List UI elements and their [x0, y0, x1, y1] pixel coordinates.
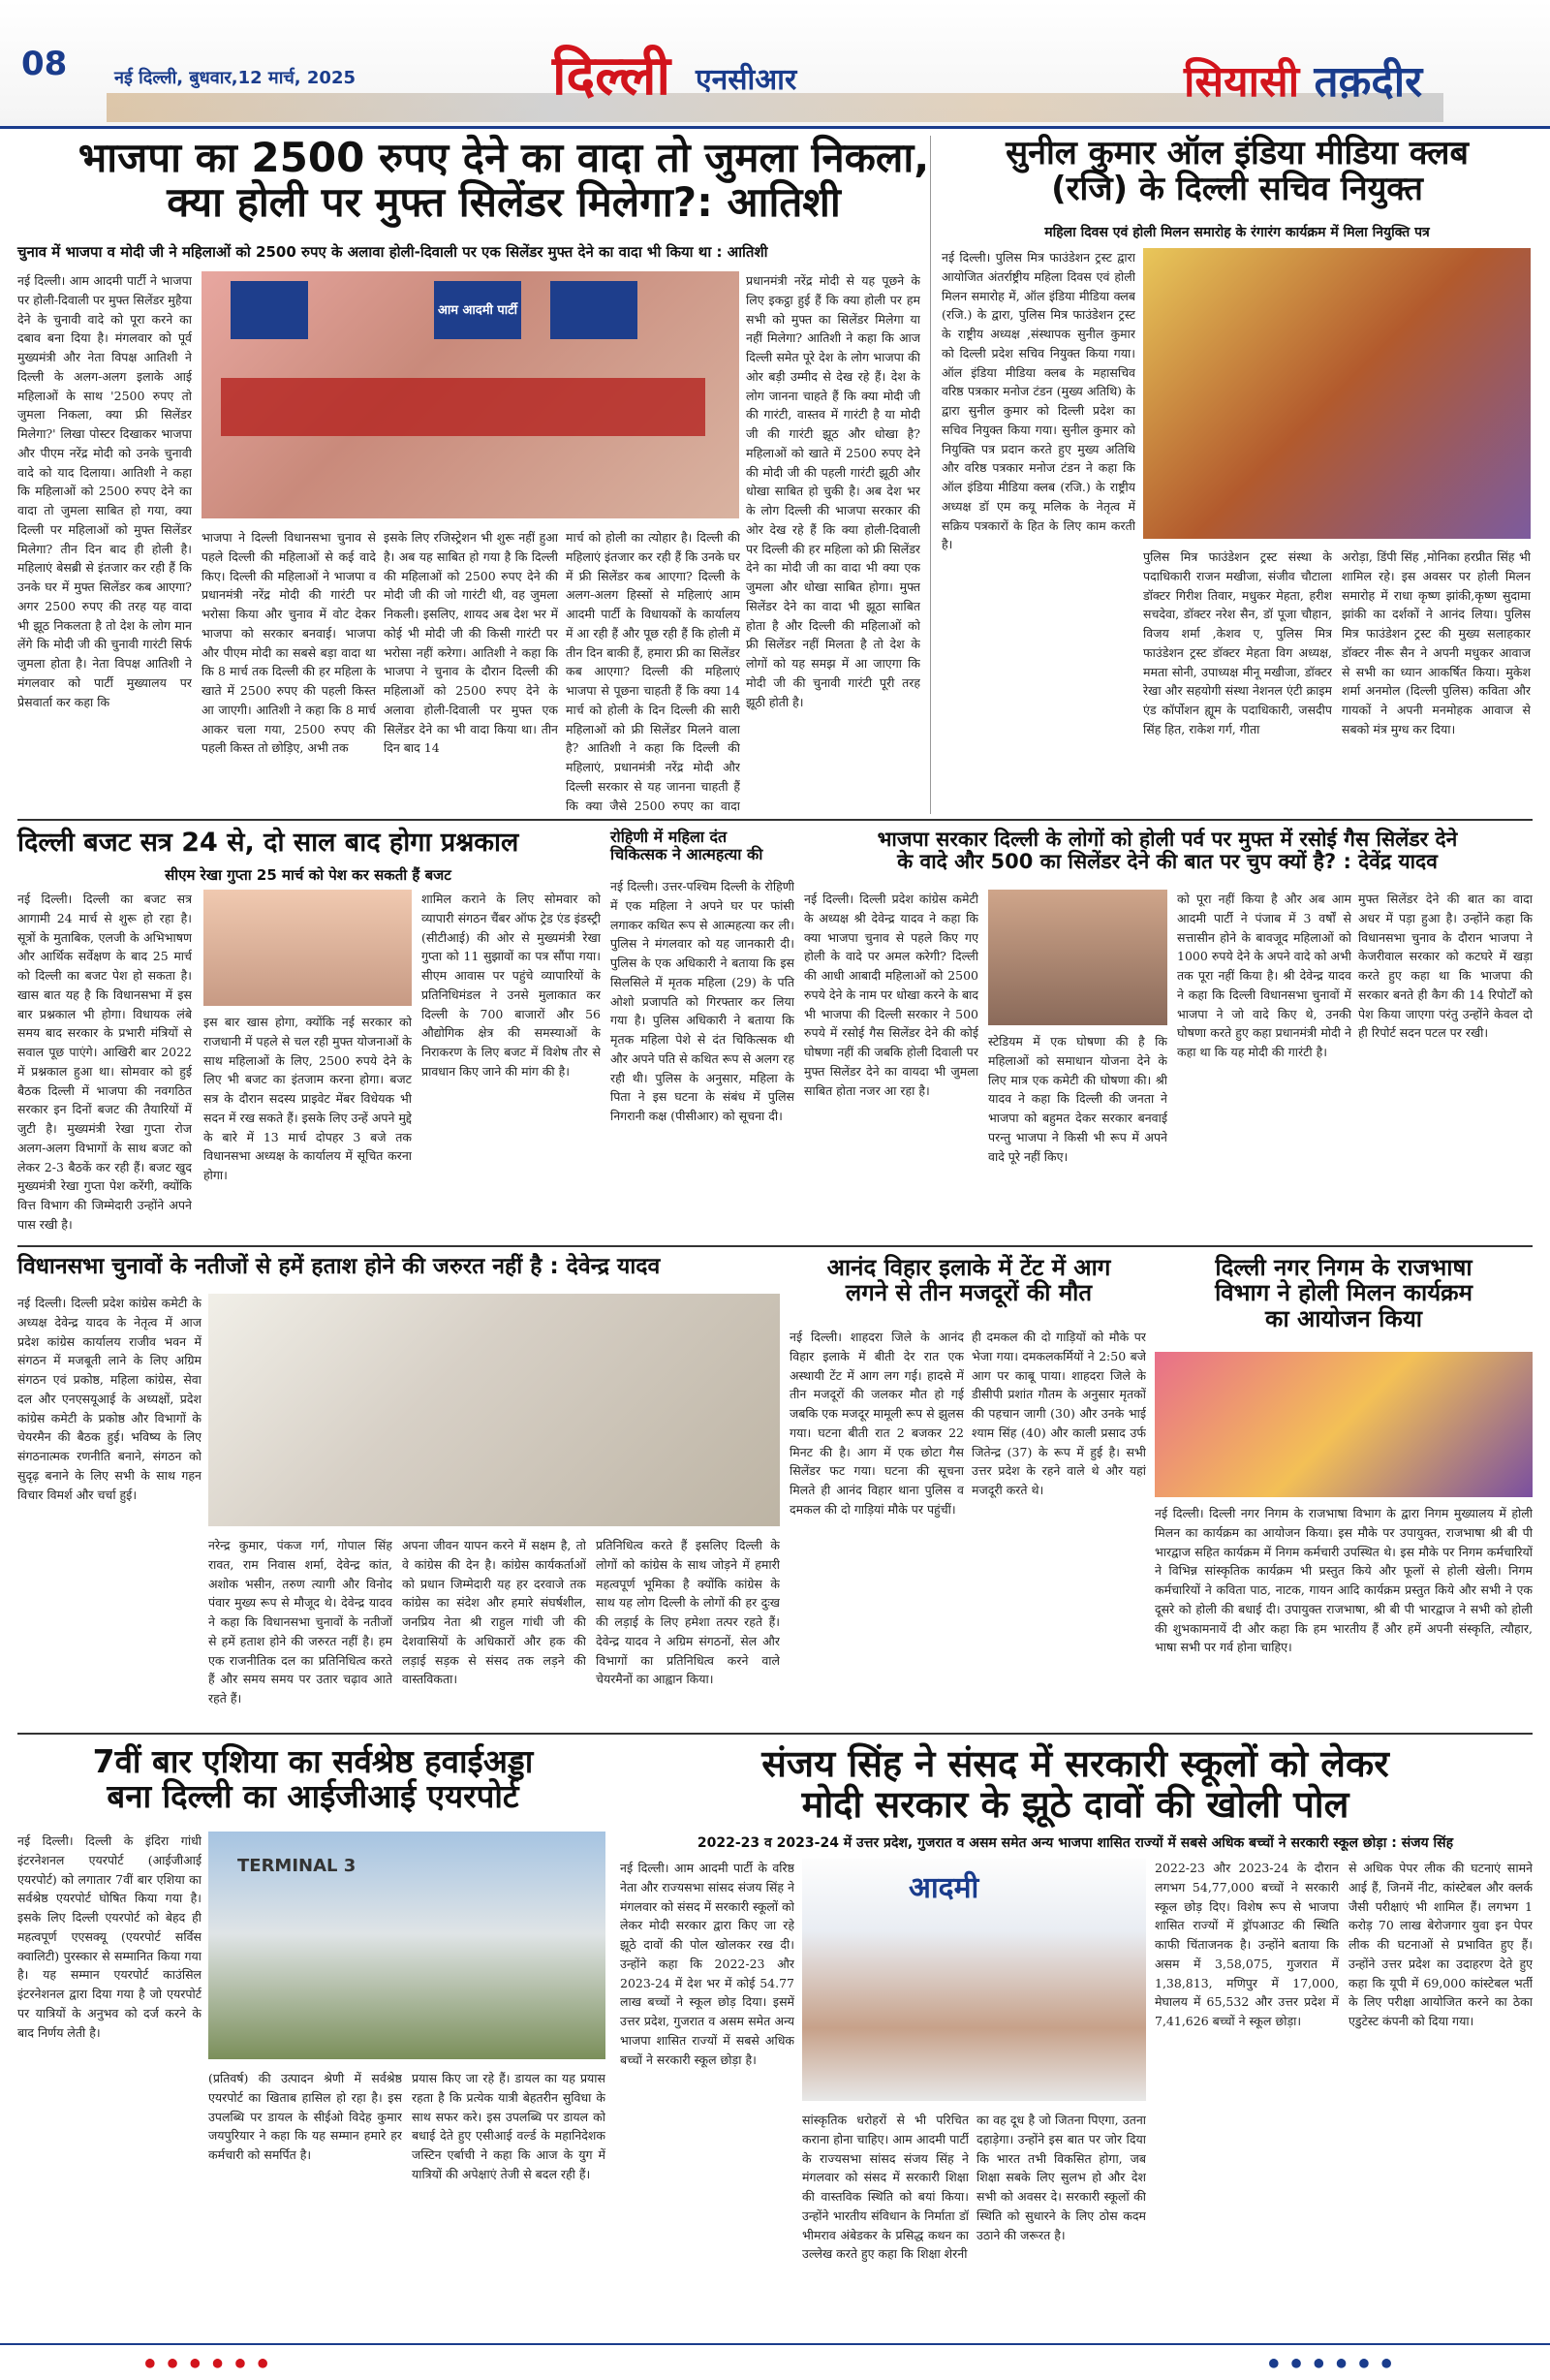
media-club-event-photo: [1143, 248, 1531, 539]
story10-headline-line2: मोदी सरकार के झूठे दावों की खोली पोल: [801, 1782, 1349, 1826]
story8-headline-line3: का आयोजन किया: [1265, 1304, 1422, 1332]
story3-col2: इस बार खास होगा, क्योंकि नई सरकार को राजधानी में पहले से चल रही मुफ्त योजनाओं के साथ महिलाओं के लिए, 2500 रुपये देने के लिए भी बजट का इंतजाम करना होगा। बजट सत्र के दौरान सदस्य प्राइवेट मेंबर विधेयक भी सदन में रख सकते हैं। इसके लिए उन्हें अपने मुद्दे के बारे में 13 मार्च दोपहर 3 बजे तक विधानसभा अध्यक्ष के कार्यालय में सूचित करना होगा।: [203, 1015, 412, 1182]
story6-col3: अपना जीवन यापन करने में सक्षम है, तो वे कांग्रेस की देन है। कांग्रेस कार्यकर्ताओं को प्रधान जिम्मेदारी यह हर दरवाजे तक कांग्रेस का संदेश और हमारे संघर्षशील, जनप्रिय नेता श्री राहुल गांधी जी की देशवासियों के अधिकारों और हक की लड़ाई सड़क से संसद तक लड़ने की वास्तविकता।: [402, 1538, 586, 1687]
aap-banner-1: [231, 281, 308, 339]
story3-subhead: सीएम रेखा गुप्ता 25 मार्च को पेश कर सकती हैं बजट: [165, 866, 451, 884]
story1-col5: प्रधानमंत्री नरेंद्र मोदी से यह पूछने के लिए इकट्ठा हुई हैं कि क्या होली पर हम सभी को मुफ्त का सिलेंडर मिलेगा या नहीं मिलेगा? आतिशी ने कहा कि आज दिल्ली समेत पूरे देश के लोग भाजपा की ओर बड़ी उम्मीद से देख रहे हैं। देश के लोग जानना चाहते हैं कि क्या मोदी जी की गारंटी, वास्तव में गारंटी है या मोदी जी की गारंटी झूठ और धोखा है? महिलाओं को खाते में 2500 रुपए देने की मोदी जी की पहली गारंटी झूठी और धोखा साबित हो चुकी है। अब देश भर के लोग दिल्ली की भाजपा सरकार की ओर देख रहे हैं कि क्या होली-दिवाली पर दिल्ली की हर महिला को फ्री सिलेंडर देने का मोदी जी का वादा भी क्या एक जुमला और धोखा साबित होगा। मुफ्त सिलेंडर देने का वादा भी झूठा साबित होता है और दिल्ली की महिलाओं को फ्री सिलेंडर नहीं मिलता है तो देश के लोगों को यह समझ में आ जाएगा कि मोदी जी की चुनावी गारंटी पूरी तरह झूठी होती है।: [746, 273, 920, 709]
story5-col3: को पूरा नहीं किया है और अब आम आदमी पार्टी ने पंजाब में 3 वर्षों से सत्तासीन होने के बावजूद महिलाओं को 1000 रुपये देने के अपने वादे को अभी तक पूरा नहीं किया है। श्री देवेन्द्र यादव ने कहा कि दिल्ली विधानसभा चुनावों में भाजपा ने जो वादे किए थे, उनकी घोषणा करते हुए कहा प्रधानमंत्री मोदी ने कहा था कि यह मोदी की गारंटी है।: [1177, 892, 1351, 1059]
story10-col5: से अधिक पेपर लीक की घटनाएं सामने आई हैं, जिनमें नीट, कांस्टेबल और क्लर्क जैसी परीक्षाएं भी शामिल हैं। लगभग 1 करोड़ 70 लाख बेरोजगार युवा इन पेपर लीक की घटनाओं से प्रभावित हुए हैं। उन्होंने उत्तर प्रदेश का उदाहरण देते हुए कहा कि यूपी में 69,000 कांस्टेबल भर्ती के लिए परीक्षा आयोजित करने का ठेका एडुटेस्ट कंपनी को दिया गया।: [1348, 1861, 1533, 2028]
section-title-word-1: सियासी: [1184, 57, 1300, 107]
story1-col2: भाजपा ने दिल्ली विधानसभा चुनाव से पहले दिल्ली की महिलाओं से कई वादे किए। दिल्ली की महिलाओं ने भाजपा व प्रधानमंत्री नरेंद्र मोदी की गारंटी पर भरोसा किया और चुनाव में वोट देकर भाजपा को सरकार बनवाई। भाजपा और पीएम मोदी का सबसे बड़ा वादा था कि 8 मार्च तक दिल्ली की हर महिला के खाते में 2500 रुपए की पहली किस्त आ जाएगी। आतिशी ने कहा कि 8 मार्च आकर चला गया, 2500 रुपए की पहली किस्त तो छोड़िए, अभी तक: [202, 530, 376, 756]
story1-headline-line2: क्या होली पर मुफ्त सिलेंडर मिलेगा?: आतिशी: [167, 178, 841, 227]
protest-placards: [221, 378, 705, 436]
sanjay-singh-photo: [802, 1859, 1146, 2101]
section-rule-3: [17, 1733, 1533, 1735]
dateline: नई दिल्ली, बुधवार,12 मार्च, 2025: [114, 68, 356, 88]
story8-headline-line2: विभाग ने होली मिलन कार्यक्रम: [1215, 1279, 1472, 1307]
devendra-yadav-photo: [988, 890, 1167, 1025]
story4-body: नई दिल्ली। उत्तर-पश्चिम दिल्ली के रोहिणी में एक महिला ने अपने घर पर फांसी लगाकर कथित रूप से आत्महत्या कर ली। पुलिस ने मंगलवार को यह जानकारी दी। पुलिस के एक अधिकारी ने बताया कि इस सिलसिले में मृतक महिला (29) के पति ओशो प्रजापति को गिरफ्तार कर लिया गया है। पुलिस अधिकारी ने बताया कि मृतक महिला पेशे से दंत चिकित्सक थी और अपने पति से कथित रूप से अलग रह रही थी। पुलिस के अनुसार, महिला के पिता ने इस घटना के संबंध में पुलिस निगरानी कक्ष (पीसीआर) को सूचना दी।: [610, 879, 794, 1123]
section-rule-2: [17, 1245, 1533, 1247]
story3-col1: नई दिल्ली। दिल्ली का बजट सत्र आगामी 24 मार्च से शुरू हो रहा है। सूत्रों के मुताबिक, एलजी के अभिभाषण और आर्थिक सर्वेक्षण के बाद 25 मार्च को दिल्ली का बजट पेश हो सकता है। खास बात यह है कि विधानसभा में इस बार प्रश्नकाल भी होगा। विधायक लंबे समय बाद सरकार के प्रभारी मंत्रियों से सवाल पूछ पाएंगे। आखिरी बार 2022 में प्रश्नकाल हुआ था। सोमवार को हुई बैठक दिल्ली में भाजपा की नवगठित सरकार इन दिनों बजट की तैयारियों में जुटी है। मुख्यमंत्री रेखा गुप्ता रोज अलग-अलग विभागों के साथ बजट को लेकर 2-3 बैठकें कर रही हैं। बजट खुद मुख्यमंत्री रेखा गुप्ता पेश करेंगी, क्योंकि वित्त विभाग की जिम्मेदारी उन्होंने अपने पास रखी है।: [17, 892, 192, 1232]
section-title: [1184, 50, 1422, 109]
airport-terminal-sign: TERMINAL 3: [237, 1856, 356, 1876]
story5-col2: स्टेडियम में एक घोषणा की है कि महिलाओं को समाधान योजना देने के लिए मात्र एक कमेटी की घोषणा की। श्री यादव ने कहा कि दिल्ली की जनता ने भाजपा को बहुमत देकर सरकार बनवाई परन्तु भाजपा ने किसी भी रूप में अपने वादे पूरे नहीं किए।: [988, 1034, 1167, 1164]
story8-headline-line1: दिल्ली नगर निगम के राजभाषा: [1215, 1254, 1472, 1281]
story5-col1: नई दिल्ली। दिल्ली प्रदेश कांग्रेस कमेटी के अध्यक्ष श्री देवेन्द्र यादव ने कहा कि क्या भाजपा चुनाव से पहले किए गए होली के वादे पर अमल करेगी? दिल्ली की आधी आबादी महिलाओं को 2500 रुपये देने के नाम पर धोखा करने के बाद भी भाजपा की दिल्ली सरकार ने 500 रुपये में रसोई गैस सिलेंडर देने की कोई घोषणा नहीं की जबकि होली दिवाली पर मुफ्त सिलेंडर देने का वायदा भी जुमला साबित होता नजर आ रहा है।: [804, 892, 978, 1098]
story3-headline: दिल्ली बजट सत्र 24 से, दो साल बाद होगा प्रश्नकाल: [17, 828, 519, 858]
section-rule: [17, 819, 1533, 821]
section-title-word-2: तक़दीर: [1314, 57, 1423, 107]
story9-headline-line2: बना दिल्ली का आईजीआई एयरपोर्ट: [107, 1777, 519, 1816]
story9-col2: (प्रतिवर्ष) की उत्पादन श्रेणी में सर्वश्रेष्ठ एयरपोर्ट का खिताब हासिल हो रहा है। इस उपलब्धि पर डायल के सीईओ विदेह कुमार जयपुरियार ने कहा कि यह सम्मान हमारे हर कर्मचारी को समर्पित है।: [208, 2071, 402, 2162]
story10-headline: [620, 1744, 1531, 1826]
story10-col2: सांस्कृतिक धरोहरों से भी परिचित कराना होना चाहिए। आम आदमी पार्टी के राज्यसभा सांसद संजय सिंह ने मंगलवार को संसद में सरकारी शिक्षा की वास्तविक स्थिति को बयां किया। उन्होंने भारतीय संविधान के निर्माता डॉ भीमराव अंबेडकर के प्रसिद्ध कथन का उल्लेख करते हुए कहा कि शिक्षा शेरनी: [802, 2113, 969, 2262]
story1-headline: [58, 136, 949, 225]
aap-banner-text: आम आदमी पार्टी: [437, 303, 518, 318]
story5-headline: [804, 829, 1531, 873]
story10-subhead: 2022-23 व 2023-24 में उत्तर प्रदेश, गुजरात व असम समेत अन्य भाजपा शासित राज्यों में सबसे अधिक बच्चों ने सरकारी स्कूल छोड़ा : संजय सिंह: [697, 1835, 1454, 1851]
story10-col4: 2022-23 और 2023-24 के दौरान लगभग 54,77,000 बच्चों ने सरकारी स्कूल छोड़ दिए। विशेष रूप से भाजपा शासित राज्यों में ड्रॉपआउट की स्थिति काफी चिंताजनक है। उन्होंने बताया कि असम में 3,58,075, गुजरात में 1,38,813, मणिपुर में 17,000, मेघालय में 65,532 और उत्तर प्रदेश में 7,41,626 बच्चों ने स्कूल छोड़ा।: [1155, 1861, 1339, 2028]
story9-headline: [17, 1744, 608, 1815]
story4-headline: [610, 829, 794, 862]
page-number: 08: [21, 45, 68, 83]
story7-headline-line2: लगने से तीन मजदूरों की मौत: [845, 1279, 1093, 1307]
story7-headline-line1: आनंद विहार इलाके में टेंट में आग: [826, 1254, 1111, 1281]
brand-logo-main: दिल्ली: [552, 44, 670, 108]
story6-col1: नई दिल्ली। दिल्ली प्रदेश कांग्रेस कमेटी के अध्यक्ष देवेन्द्र यादव के नेतृत्व में आज प्रदेश कांग्रेस कार्यालय राजीव भवन में संगठन में मजबूती लाने के लिए अग्रिम संगठन एवं प्रकोष्ठ, महिला कांग्रेस, सेवा दल और एनएसयूआई के अध्यक्षों, प्रदेश कांग्रेस कमेटी के प्रकोष्ठ और विभागों के चेयरमैन की बैठक हुई। भविष्य के लिए संगठनात्मक रणनीति बनाने, संगठन को सुदृढ़ बनाने के लिए सभी के साथ गहन विचार विमर्श और चर्चा हुई।: [17, 1296, 202, 1502]
brand-logo-sub: एनसीआर: [696, 63, 797, 97]
story1-col1: नई दिल्ली। आम आदमी पार्टी ने भाजपा पर होली-दिवाली पर मुफ्त सिलेंडर मुहैया देने के चुनावी वादे को पूरा करने का दबाव बना दिया है। मंगलवार को पूर्व मुख्यमंत्री और नेता विपक्ष आतिशी ने दिल्ली के अलग-अलग इलाके आई महिलाओं के साथ '2500 रुपए तो जुमला निकला, क्या फ्री सिलेंडर मिलेगा?' लिखा पोस्टर दिखाकर भाजपा और पीएम नरेंद्र मोदी को उनके चुनावी वादे को याद दिलाया। आतिशी ने कहा कि महिलाओं को 2500 रुपए देने का वादा तो जुमला साबित हो गया, क्या दिल्ली पर महिलाओं को मुफ्त सिलेंडर मिलेगा? तीन दिन बाद ही होली है। महिलाएं बेसब्री से इंतजार कर रही हैं कि उनके घर में मुफ्त सिलेंडर कब आएगा? अगर 2500 रुपए की तरह यह वादा भी झूठ निकलता है तो देश के लोग मान लेंगे कि मोदी जी की चुनावी गारंटी सिर्फ जुमला होता है। नेता विपक्ष आतिशी ने मंगलवार को पार्टी मुख्यालय पर प्रेसवार्ता कर कहा कि: [17, 273, 192, 709]
congress-meeting-photo: [208, 1294, 780, 1526]
story9-col3: प्रयास किए जा रहे हैं। डायल का यह प्रयास रहता है कि प्रत्येक यात्री बेहतरीन सुविधा के साथ सफर करे। इस उपलब्धि पर डायल को बधाई देते हुए एसीआई वर्ल्ड के महानिदेशक जस्टिन एर्बाची ने कहा कि आज के युग में यात्रियों की अपेक्षाएं तेजी से बदल रही हैं।: [412, 2071, 605, 2181]
story5-col4: मुफ्त सिलेंडर देने की बात का वादा अधर में पड़ा हुआ है। उन्होंने कहा कि विधानसभा चुनाव के दौरान भाजपा ने केजरीवाल सरकार को कटघरे में खड़ा करते हुए कहा था कि भाजपा की सरकार बनते ही कैग की 14 रिपोर्टों को पेश किया जाएगा परंतु उन्होंने केवल दो ही रिपोर्ट सदन पटल पर रखी।: [1358, 892, 1533, 1041]
story5-headline-line1: भाजपा सरकार दिल्ली के लोगों को होली पर्व पर मुफ्त में रसोई गैस सिलेंडर देने: [877, 828, 1458, 851]
story4-headline-line2: चिकित्सक ने आत्महत्या की: [610, 844, 763, 863]
story1-headline-line1: भाजपा का 2500 रुपए देने का वादा तो जुमला निकला,: [78, 134, 930, 181]
atishi-press-photo: [202, 271, 739, 518]
aap-banner-3: [550, 281, 637, 339]
story8-headline: [1155, 1255, 1533, 1331]
story1-col4: मार्च को होली का त्योहार है। दिल्ली की महिलाएं इंतजार कर रही हैं कि उनके घर में फ्री सिलेंडर कब आएगा? दिल्ली के अलग-अलग हिस्सों से महिलाएं आम आदमी पार्टी के विधायकों के कार्यालय में आ रही हैं और पूछ रही हैं कि होली में तीन दिन बाकी हैं, हमारा फ्री का सिलेंडर कब आएगा? दिल्ली की महिलाएं भाजपा से पूछना चाहती हैं कि क्या 14 मार्च को होली के दिन दिल्ली की सारी महिलाओं को फ्री सिलेंडर मिलने वाला है? आतिशी ने कहा कि दिल्ली की महिलाएं, प्रधानमंत्री नरेंद्र मोदी और दिल्ली सरकार से यह जानना चाहती हैं कि क्या जैसे 2500 रुपए का वादा: [566, 530, 740, 813]
story10-headline-line1: संजय सिंह ने संसद में सरकारी स्कूलों को लेकर: [761, 1742, 1389, 1785]
story6-col4: प्रतिनिधित्व करते हैं इसलिए दिल्ली के लोगों को कांग्रेस के साथ जोड़ने में हमारी महत्वपूर्ण भूमिका है क्योंकि कांग्रेस के साथ यह लोग दिल्ली के लोगों की हर दुःख की लड़ाई के लिए हमेशा तत्पर रहते हैं। देवेन्द्र यादव ने अग्रिम संगठनों, सेल और विभागों का प्रतिनिधित्व करने वाले चेयरमैनों का आह्वान किया।: [596, 1538, 780, 1687]
story7-headline: [790, 1255, 1148, 1306]
story9-headline-line1: 7वीं बार एशिया का सर्वश्रेष्ठ हवाईअड्डा: [92, 1742, 534, 1780]
story2-col4: अरोड़ा, डिंपी सिंह ,मोनिका हरप्रीत सिंह भी शामिल रहे। इस अवसर पर होली मिलन समारोह में राधा कृष्ण झांकी,कृष्ण सुदामा झांकी का दर्शकों ने आनंद लिया। पुलिस मित्र फाउंडेशन ट्रस्ट की मुख्य सलाहकार डॉक्टर नीरू सैन ने अपनी मधुकर आवाज से सभी का ध्यान आकर्षित किया। मुकेश शर्मा अनमोल (दिल्ली पुलिस) कविता और गायकों ने अपनी मनमोहक आवाज से सबको मंत्र मुग्ध कर दिया।: [1342, 549, 1531, 736]
story8-body: नई दिल्ली। दिल्ली नगर निगम के राजभाषा विभाग के द्वारा निगम मुख्यालय में होली मिलन का कार्यक्रम का आयोजन किया। इस मौके पर उपायुक्त, राजभाषा श्री बी पी भारद्वाज सहित कार्यक्रम में निगम कर्मचारी उपस्थित थे। इस मौके पर निगम कर्मचारियों ने विभिन्न सांस्कृतिक कार्यक्रम भी प्रस्तुत किये और फूलों से होली खेली। निगम कर्मचारियों ने कविता पाठ, नाटक, गायन आदि कार्यक्रम प्रस्तुत किये और सभी ने एक दूसरे को होली की बधाई दी। उपायुक्त राजभाषा, श्री बी पी भारद्वाज ने सभी को होली की शुभकामनायें दी और कहा कि हम भारतीय हैं और हमें अपनी संस्कृति, त्यौहार, भाषा सभी पर गर्व होना चाहिए।: [1155, 1506, 1533, 1655]
story7-col2: ही दमकल की दो गाड़ियों को मौके पर भेजा गया। दमकलकर्मियों ने 2:50 बजे आग पर काबू पाया। शाहदरा जिले के डीसीपी प्रशांत गौतम के अनुसार मृतकों की पहचान जागी (30) और उनके भाई श्याम सिंह (40) और काली प्रसाद उर्फ जितेन्द्र (37) के रूप में हुई है। सभी उत्तर प्रदेश के रहने वाले थे और यहां मजदूरी करते थे।: [972, 1330, 1146, 1497]
igi-airport-photo: [208, 1832, 605, 2059]
story2-headline: [942, 136, 1533, 208]
story2-headline-line1: सुनील कुमार ऑल इंडिया मीडिया क्लब: [1006, 134, 1469, 172]
story10-col1: नई दिल्ली। आम आदमी पार्टी के वरिष्ठ नेता और राज्यसभा सांसद संजय सिंह ने मंगलवार को संसद में सरकारी स्कूलों को लेकर मोदी सरकार द्वारा किए जा रहे झूठे दावों की पोल खोलकर रख दी। उन्होंने कहा कि 2022-23 और 2023-24 में देश भर में कोई 54.77 लाख बच्चों ने स्कूल छोड़ दिया। इसमें उत्तर प्रदेश, गुजरात व असम समेत अन्य भाजपा शासित राज्यों में सबसे अधिक बच्चों ने सरकारी स्कूल छोड़ा है।: [620, 1861, 794, 2067]
story3-col3: शामिल कराने के लिए सोमवार को व्यापारी संगठन चैंबर ऑफ ट्रेड एंड इंडस्ट्री (सीटीआई) की ओर से मुख्यमंत्री रेखा गुप्ता को 11 सुझावों का पत्र सौंपा गया। सीएम आवास पर पहुंचे व्यापारियों के प्रतिनिधिमंडल ने उनसे मुलाकात कर दिल्ली के 700 बाजारों और 56 औद्योगिक क्षेत्र की समस्याओं के निराकरण के लिए बजट में विशेष तौर से प्रावधान किए जाने की मांग की है।: [421, 892, 601, 1079]
story2-col1: नई दिल्ली। पुलिस मित्र फाउंडेशन ट्रस्ट द्वारा आयोजित अंतर्राष्ट्रीय महिला दिवस एवं होली मिलन समारोह में, ऑल इंडिया मीडिया क्लब (रजि.) के द्वारा, पुलिस मित्र फाउंडेशन ट्रस्ट के राष्ट्रीय अध्यक्ष ,संस्थापक सुनील कुमार को दिल्ली प्रदेश सचिव नियुक्त किया गया। ऑल इंडिया मीडिया क्लब के महासचिव वरिष्ठ पत्रकार मनोज टंडन (मुख्य अतिथि) के द्वारा सुनील कुमार को दिल्ली प्रदेश का सचिव नियुक्त किया गया। सुनील कुमार को नियुक्ति पत्र प्रदान करते हुए मुख्य अतिथि और वरिष्ठ पत्रकार मनोज टंडन ने कहा कि ऑल इंडिया मीडिया क्लब (रजि.) के राष्ट्रीय अध्यक्ष डॉ एम कयू मलिक के नेतृत्व में सक्रिय पत्रकारों के हित के लिए काम करती है।: [942, 250, 1135, 552]
divider: [930, 136, 931, 814]
rekha-gupta-photo: [203, 890, 412, 1006]
story9-col1: नई दिल्ली। दिल्ली के इंदिरा गांधी इंटरनेशनल एयरपोर्ट (आईजीआई एयरपोर्ट) को लगातार 7वीं बार एशिया का सर्वश्रेष्ठ एयरपोर्ट घोषित किया गया है। इसके लिए दिल्ली एयरपोर्ट को बेहद ही महत्वपूर्ण एएसक्यू (एयरपोर्ट सर्विस क्वालिटी) पुरस्कार से सम्मानित किया गया है। यह सम्मान एयरपोर्ट काउंसिल इंटरनेशनल द्वारा दिया गया है जो एयरपोर्ट पर यात्रियों के अनुभव को दर्ज करने के बाद निर्णय लेती है।: [17, 1833, 202, 2040]
story2-col3: पुलिस मित्र फाउंडेशन ट्रस्ट संस्था के पदाधिकारी राजन मखीजा, संजीव चौटाला डॉक्टर गिरीश तिवार, मधुकर मेहता, हरीश सचदेवा, डॉक्टर नरेश सैन, डॉ पूजा चौहान, विजय शर्मा ,केशव ए, पुलिस मित्र फाउंडेशन ट्रस्ट डॉक्टर मेहता विग अध्यक्ष, ममता सोनी, उपाध्यक्ष मीनू मखीजा, डॉक्टर रेखा और सहयोगी संस्था नेशनल एंटी क्राइम एंड कॉर्पोशन ह्यूम के पदाधिकारी, जसदीप सिंह हित, राकेश गर्ग, गीता: [1143, 549, 1332, 736]
story2-subhead: महिला दिवस एवं होली मिलन समारोह के रंगारंग कार्यक्रम में मिला नियुक्ति पत्र: [1044, 225, 1430, 240]
holi-milan-photo: [1155, 1352, 1533, 1497]
color-registration-dots-left: ● ● ● ● ● ●: [145, 2353, 269, 2371]
story1-col3: इसके लिए रजिस्ट्रेशन भी शुरू नहीं हुआ है। अब यह साबित हो गया है कि दिल्ली की महिलाओं को 2500 रुपए देने की मोदी जी की जो गारंटी थी, वह जुमला निकली। इसलिए, शायद अब देश भर में कोई भी मोदी जी की किसी गारंटी पर भरोसा नहीं करेगा। आतिशी ने कहा कि भाजपा ने चुनाव के दौरान दिल्ली की महिलाओं को 2500 रुपए देने के अलावा होली-दिवाली पर मुफ्त एक सिलेंडर देने का भी वादा किया था। तीन दिन बाद 14: [384, 530, 558, 756]
color-registration-dots-right: ● ● ● ● ● ●: [1269, 2353, 1393, 2371]
story2-headline-line2: (रजि) के दिल्ली सचिव नियुक्त: [1051, 170, 1423, 209]
story10-col3: का वह दूध है जो जितना पिएगा, उतना दहाड़ेगा। उन्होंने इस बात पर जोर दिया कि भारत तभी विकसित होगा, जब शिक्षा सबके लिए सुलभ हो और देश सभी को अवसर दे। सरकारी स्कूलों की स्थिति को सुधारने के लिए ठोस कदम उठाने की जरूरत है।: [976, 2113, 1146, 2242]
story7-col1: नई दिल्ली। शाहदरा जिले के आनंद विहार इलाके में बीती देर रात एक अस्थायी टेंट में आग लग गई। हादसे में तीन मजदूरों की जलकर मौत हो गई जबकि एक मजदूर मामूली रूप से झुलस गया। घटना बीती रात 2 बजकर 22 मिनट की है। आग में एक छोटा गैस सिलेंडर फट गया। घटना की सूचना मिलते ही आनंद विहार थाना पुलिस व दमकल की दो गाड़ियां मौके पर पहुंचीं।: [790, 1330, 964, 1517]
story1-subhead: चुनाव में भाजपा व मोदी जी ने महिलाओं को 2500 रुपए के अलावा होली-दिवाली पर एक सिलेंडर मुफ्त देने का वादा भी किया था : आतिशी: [17, 243, 768, 261]
story6-headline: विधानसभा चुनावों के नतीजों से हमें हताश होने की जरुरत नहीं है : देवेन्द्र यादव: [17, 1254, 661, 1279]
story5-headline-line2: के वादे और 500 का सिलेंडर देने की बात पर चुप क्यों है? : देवेंद्र यादव: [897, 850, 1438, 874]
story4-headline-line1: रोहिणी में महिला दंत: [610, 828, 728, 846]
story6-col2: नरेन्द्र कुमार, पंकज गर्ग, गोपाल सिंह रावत, राम निवास शर्मा, देवेन्द्र कांत, अशोक भसीन, तरुण त्यागी और विनोद पंवार मुख्य रूप से मौजूद थे। देवेन्द्र यादव ने कहा कि विधानसभा चुनावों के नतीजों से हमें हताश होने की जरुरत नहीं है। हम एक राजनीतिक दल का प्रतिनिधित्व करते हैं और समय समय पर उतार चढ़ाव आते रहते हैं।: [208, 1538, 392, 1706]
aap-banner-text-2: आदमी: [909, 1871, 979, 1905]
